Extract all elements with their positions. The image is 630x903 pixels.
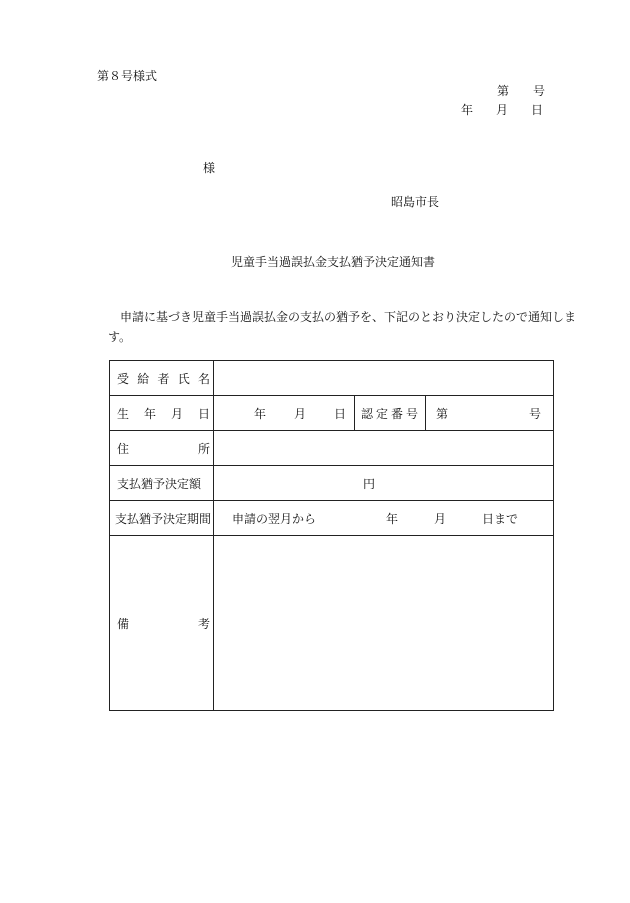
period-year: 年 — [386, 511, 399, 526]
value-recipient-name[interactable] — [214, 361, 554, 396]
document-number — [497, 85, 545, 97]
document-number-prefix: 第 — [497, 84, 510, 98]
label-birth-date: 生 年 月 日 — [110, 396, 214, 431]
date-day: 日 — [531, 103, 544, 117]
birth-day: 日 — [333, 406, 346, 421]
value-period[interactable] — [214, 501, 554, 536]
recipient-honorific: 様 — [203, 161, 216, 175]
row-address — [110, 431, 554, 466]
document-date — [461, 104, 543, 116]
document-number-suffix: 号 — [533, 84, 546, 98]
row-remarks — [110, 536, 554, 711]
value-remarks[interactable] — [214, 536, 554, 711]
period-from-text: 申請の翌月から — [232, 511, 317, 526]
value-address[interactable] — [214, 431, 554, 466]
label-recipient-name: 受 給 者 氏 名 — [110, 361, 214, 396]
body-text: 申請に基づき児童手当過誤払金の支払の猶予を、下記のとおり決定したので通知します。 — [108, 310, 577, 344]
label-certification-number: 認定番号 — [355, 396, 426, 431]
value-certification-number[interactable] — [426, 396, 554, 431]
document-title: 児童手当過誤払金支払猶予決定通知書 — [231, 255, 436, 269]
date-month: 月 — [496, 103, 509, 117]
birth-year: 年 — [253, 406, 266, 421]
label-address: 住 所 — [110, 431, 214, 466]
label-period: 支払猶予決定期間 — [110, 501, 214, 536]
date-year: 年 — [461, 103, 474, 117]
certification-suffix: 号 — [529, 406, 542, 421]
row-birth-date — [110, 396, 554, 431]
label-remarks: 備 考 — [110, 536, 214, 711]
form-number: 第８号様式 — [97, 69, 158, 83]
certification-prefix: 第 — [436, 406, 449, 421]
value-birth-date[interactable] — [214, 396, 355, 431]
amount-unit: 円 — [363, 476, 376, 491]
value-amount[interactable] — [214, 466, 554, 501]
notification-form-table — [109, 360, 554, 711]
sender-name: 昭島市長 — [391, 195, 440, 209]
row-period — [110, 501, 554, 536]
birth-month: 月 — [293, 406, 306, 421]
row-amount — [110, 466, 554, 501]
period-until-text: 日まで — [482, 511, 519, 526]
label-amount: 支払猶予決定額 — [110, 466, 214, 501]
period-month: 月 — [434, 511, 447, 526]
row-recipient-name — [110, 361, 554, 396]
